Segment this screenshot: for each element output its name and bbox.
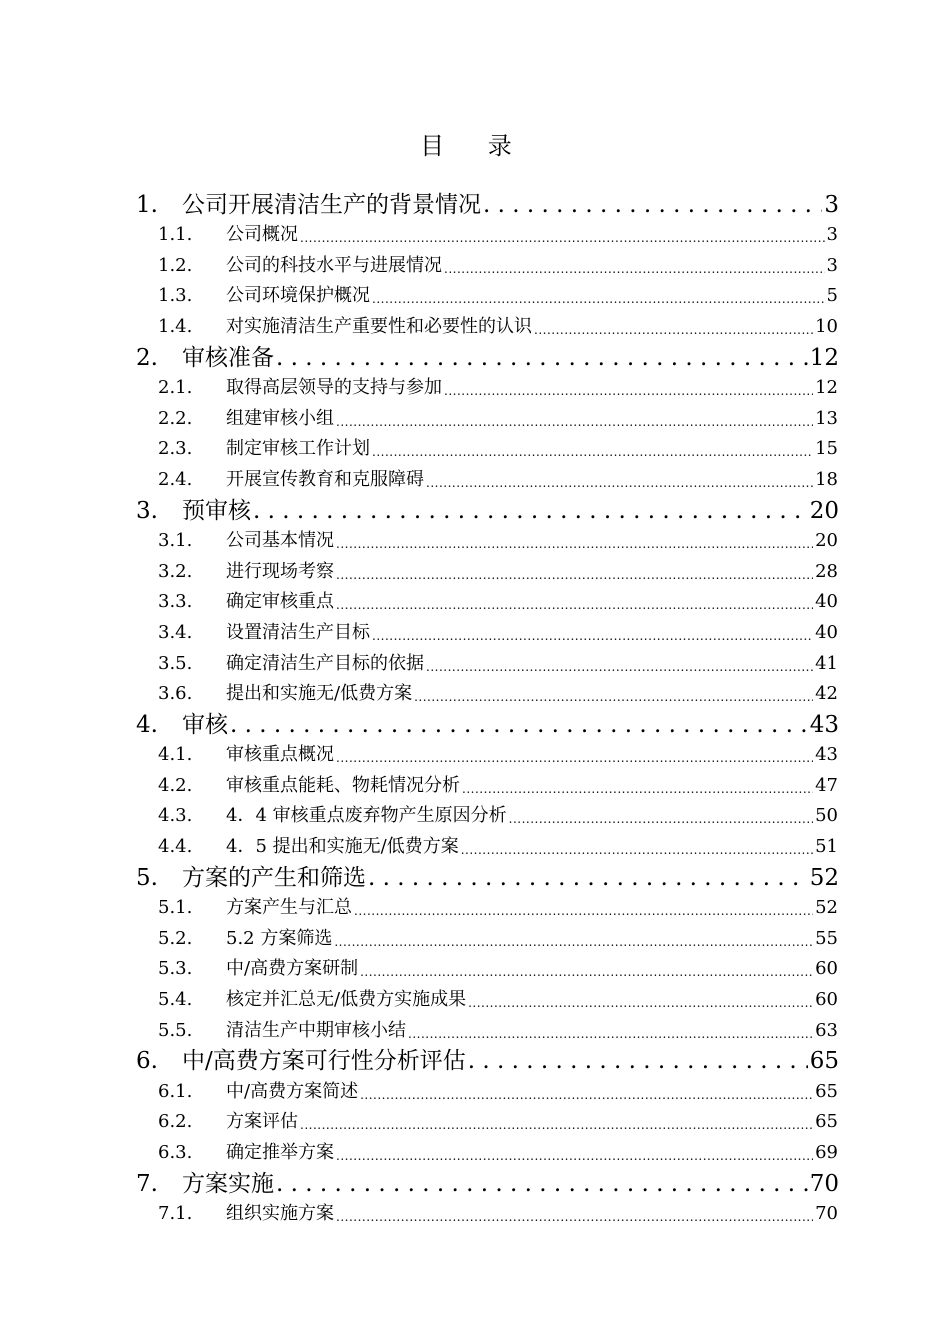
toc-section-entry[interactable] [0, 1108, 838, 1139]
toc-dot-leader [483, 191, 822, 219]
toc-entry-title: 确定审核重点 [226, 591, 334, 613]
toc-entry-number: 6.2. [158, 1111, 193, 1133]
toc-section-entry[interactable] [0, 221, 838, 252]
toc-page-number: 52 [809, 864, 839, 891]
toc-section-entry[interactable] [0, 802, 838, 833]
toc-page-number: 60 [815, 989, 838, 1011]
toc-section-entry[interactable] [0, 374, 838, 405]
toc-chapter-entry[interactable] [0, 863, 839, 894]
toc-entry-number: 1.2. [158, 254, 193, 276]
toc-dot-leader [276, 344, 808, 372]
toc-entry-number: 5.2. [158, 927, 193, 949]
toc-section-entry[interactable] [0, 404, 838, 435]
toc-entry-number: 3.5. [158, 652, 193, 674]
toc-dot-leader [300, 229, 825, 247]
toc-entry-title: 开展宣传教育和克服障碍 [226, 468, 424, 490]
toc-entry-title: 组建审核小组 [226, 407, 334, 429]
toc-entry-number: 6.3. [158, 1142, 193, 1163]
toc-dot-leader [408, 1025, 813, 1043]
toc-entry-number: 3. [136, 497, 158, 524]
toc-entry-number: 1.4. [158, 315, 193, 337]
toc-entry-number: 6. [136, 1048, 158, 1075]
toc-page-number: 43 [809, 711, 839, 738]
toc-dot-leader [426, 658, 813, 676]
toc-entry-number: 3.4. [158, 621, 193, 643]
toc-page-number: 42 [815, 683, 838, 705]
toc-entry-title: 取得高层领导的支持与参加 [226, 377, 442, 399]
toc-entry-number: 4.4. [158, 836, 193, 858]
toc-entry-number: 4.2. [158, 774, 193, 796]
toc-entry-title: 公司环境保护概况 [226, 285, 370, 307]
toc-section-entry[interactable] [0, 312, 838, 343]
toc-entry-number: 5.5. [158, 1019, 193, 1041]
toc-dot-leader [462, 780, 813, 798]
toc-page-number: 65 [815, 1080, 838, 1102]
toc-dot-leader [336, 566, 813, 584]
toc-entry-title: 方案实施 [182, 1170, 274, 1197]
toc-page-number: 3 [826, 224, 838, 246]
toc-page-number: 65 [815, 1111, 838, 1133]
toc-dot-leader [426, 474, 813, 492]
toc-entry-number: 4.1. [158, 744, 193, 766]
toc-dot-leader [534, 321, 813, 339]
toc-section-entry[interactable] [0, 1016, 838, 1047]
toc-dot-leader [336, 596, 813, 614]
toc-page-number: 3 [826, 254, 838, 276]
toc-page-number: 69 [815, 1142, 838, 1163]
toc-section-entry[interactable] [0, 741, 838, 772]
toc-entry-number: 1. [136, 191, 158, 218]
toc-page-number: 12 [809, 344, 839, 371]
toc-section-entry[interactable] [0, 251, 838, 282]
toc-entry-number: 4.3. [158, 805, 193, 827]
toc-entry-number: 5.4. [158, 989, 193, 1011]
page-title: 目 录 [420, 132, 530, 161]
toc-chapter-entry[interactable] [0, 1047, 839, 1078]
toc-entry-title: 公司概况 [226, 224, 298, 246]
toc-dot-leader [468, 994, 813, 1012]
toc-entry-number: 7.1. [158, 1203, 193, 1225]
toc-page-number: 55 [815, 927, 838, 949]
toc-entry-title: 审核准备 [182, 344, 274, 371]
toc-entry-number: 5. [136, 864, 158, 891]
toc-entry-title: 核定并汇总无/低费方实施成果 [226, 989, 467, 1011]
toc-entry-number: 3.2. [158, 560, 193, 582]
toc-page-number: 18 [815, 468, 838, 490]
toc-dot-leader [336, 749, 813, 767]
toc-entry-title: 中/高费方案简述 [226, 1080, 359, 1102]
toc-section-entry[interactable] [0, 1138, 838, 1169]
toc-dot-leader [336, 1208, 813, 1226]
toc-entry-title: 审核重点能耗、物耗情况分析 [226, 774, 460, 796]
toc-entry-title: 5.2 方案筛选 [226, 927, 333, 949]
toc-page-number: 12 [815, 377, 838, 399]
toc-page-number: 50 [815, 805, 838, 827]
toc-page-number: 40 [815, 621, 838, 643]
toc-page-number: 60 [815, 958, 838, 980]
toc-entry-title: 提出和实施无/低费方案 [226, 683, 413, 705]
toc-section-entry[interactable] [0, 894, 838, 925]
toc-chapter-entry[interactable] [0, 1169, 839, 1200]
toc-dot-leader [372, 443, 813, 461]
toc-entry-number: 2.4. [158, 468, 193, 490]
toc-dot-leader [360, 963, 813, 981]
toc-section-entry[interactable] [0, 282, 838, 313]
toc-section-entry[interactable] [0, 985, 838, 1016]
table-of-contents [0, 190, 950, 1230]
toc-section-entry[interactable] [0, 771, 838, 802]
toc-entry-title: 4．5 提出和实施无/低费方案 [226, 836, 459, 858]
toc-chapter-entry[interactable] [0, 190, 839, 221]
toc-entry-title: 公司基本情况 [226, 530, 334, 552]
toc-entry-title: 方案评估 [226, 1111, 298, 1133]
toc-dot-leader [336, 1147, 813, 1165]
toc-page-number: 20 [815, 530, 838, 552]
toc-section-entry[interactable] [0, 649, 838, 680]
toc-entry-number: 5.3. [158, 958, 193, 980]
toc-page-number: 52 [815, 897, 838, 919]
toc-dot-leader [336, 535, 813, 553]
toc-entry-number: 5.1. [158, 897, 193, 919]
toc-entry-title: 中/高费方案可行性分析评估 [182, 1048, 466, 1075]
toc-page-number: 10 [815, 315, 838, 337]
toc-dot-leader [300, 1116, 813, 1134]
toc-section-entry[interactable] [0, 924, 838, 955]
toc-entry-title: 预审核 [182, 497, 251, 524]
toc-dot-leader [372, 627, 813, 645]
toc-dot-leader [444, 260, 825, 278]
toc-entry-title: 清洁生产中期审核小结 [226, 1019, 406, 1041]
toc-entry-number: 6.1. [158, 1080, 193, 1102]
toc-chapter-entry[interactable] [0, 343, 839, 374]
toc-page-number: 70 [815, 1203, 838, 1225]
toc-section-entry[interactable] [0, 435, 838, 466]
toc-dot-leader [230, 711, 808, 739]
toc-dot-leader [334, 933, 813, 951]
toc-dot-leader [468, 1047, 808, 1075]
toc-entry-number: 2.2. [158, 407, 193, 429]
toc-section-entry[interactable] [0, 527, 838, 558]
toc-section-entry[interactable] [0, 1077, 838, 1108]
toc-dot-leader [368, 864, 808, 892]
toc-dot-leader [461, 841, 813, 859]
toc-dot-leader [414, 688, 813, 706]
toc-page-number: 47 [815, 774, 838, 796]
toc-dot-leader [354, 902, 813, 920]
toc-entry-title: 组织实施方案 [226, 1203, 334, 1225]
toc-page-number: 63 [815, 1019, 838, 1041]
toc-section-entry[interactable] [0, 680, 838, 711]
toc-entry-title: 设置清洁生产目标 [226, 621, 370, 643]
toc-page-number: 3 [824, 191, 839, 218]
toc-entry-number: 1.3. [158, 285, 193, 307]
toc-page-number: 5 [826, 285, 838, 307]
toc-entry-number: 3.3. [158, 591, 193, 613]
toc-page-number: 65 [809, 1048, 839, 1075]
toc-chapter-entry[interactable] [0, 710, 839, 741]
toc-dot-leader [372, 290, 825, 308]
toc-entry-title: 审核 [182, 711, 228, 738]
toc-page-number: 28 [815, 560, 838, 582]
toc-entry-title: 制定审核工作计划 [226, 438, 370, 460]
toc-section-entry[interactable] [0, 1200, 838, 1231]
toc-section-entry[interactable] [0, 832, 838, 863]
toc-entry-number: 4. [136, 711, 158, 738]
toc-entry-number: 3.6. [158, 683, 193, 705]
toc-entry-title: 进行现场考察 [226, 560, 334, 582]
toc-entry-number: 7. [136, 1170, 158, 1197]
toc-dot-leader [276, 1170, 808, 1198]
toc-chapter-entry[interactable] [0, 496, 839, 527]
toc-page-number: 70 [809, 1170, 839, 1197]
toc-entry-title: 方案的产生和筛选 [182, 864, 366, 891]
toc-page-number: 41 [815, 652, 838, 674]
toc-dot-leader [360, 1086, 813, 1104]
toc-page-number: 51 [815, 836, 838, 858]
toc-entry-number: 1.1. [158, 224, 193, 246]
toc-page-number: 40 [815, 591, 838, 613]
toc-dot-leader [253, 497, 808, 525]
toc-entry-title: 公司开展清洁生产的背景情况 [182, 191, 481, 218]
toc-entry-title: 对实施清洁生产重要性和必要性的认识 [226, 315, 532, 337]
toc-section-entry[interactable] [0, 618, 838, 649]
toc-entry-title: 审核重点概况 [226, 744, 334, 766]
toc-page-number: 20 [809, 497, 839, 524]
toc-section-entry[interactable] [0, 955, 838, 986]
toc-entry-title: 中/高费方案研制 [226, 958, 359, 980]
toc-dot-leader [509, 810, 813, 828]
toc-entry-title: 公司的科技水平与进展情况 [226, 254, 442, 276]
toc-entry-number: 2.1. [158, 377, 193, 399]
toc-entry-number: 2. [136, 344, 158, 371]
toc-entry-title: 确定清洁生产目标的依据 [226, 652, 424, 674]
toc-entry-title: 确定推举方案 [226, 1142, 334, 1163]
toc-section-entry[interactable] [0, 465, 838, 496]
toc-dot-leader [444, 382, 813, 400]
toc-entry-title: 方案产生与汇总 [226, 897, 352, 919]
toc-entry-number: 2.3. [158, 438, 193, 460]
toc-page-number: 43 [815, 744, 838, 766]
toc-dot-leader [336, 413, 813, 431]
toc-section-entry[interactable] [0, 588, 838, 619]
toc-entry-number: 3.1. [158, 530, 193, 552]
toc-page-number: 15 [815, 438, 838, 460]
toc-section-entry[interactable] [0, 557, 838, 588]
toc-entry-title: 4．4 审核重点废弃物产生原因分析 [226, 805, 507, 827]
toc-page-number: 13 [815, 407, 838, 429]
